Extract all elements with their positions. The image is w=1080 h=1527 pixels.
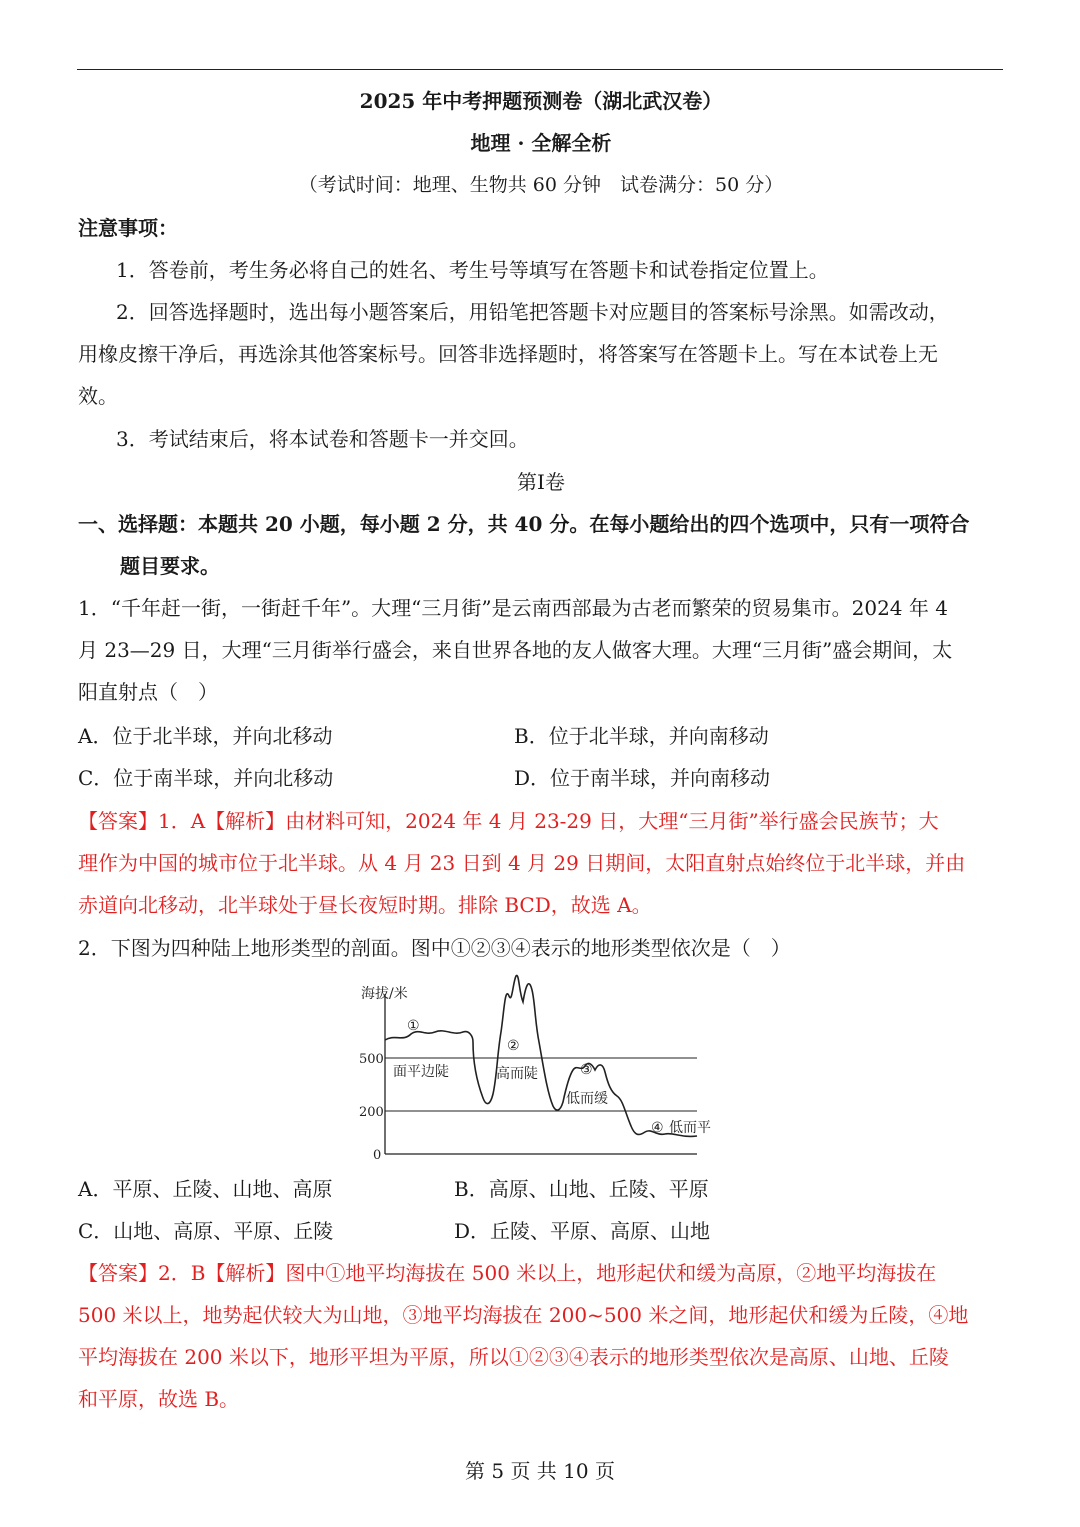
section-instructions-cont: 题目要求。 (120, 554, 220, 578)
question-1-end: 阳直射点（ ） (78, 680, 218, 704)
q2-answer-cont-2: 平均海拔在 200 米以下，地形平坦为平原，所以①②③④表示的地形类型依次是高原、山地、丘陵 (78, 1345, 949, 1369)
note-item-1: 1．答卷前，考生务必将自己的姓名、考生号等填写在答题卡和试卷指定位置上。 (116, 258, 829, 282)
q2-answer: 【答案】2．B【解析】图中①地平均海拔在 500 米以上，地形起伏和缓为高原，②地平均海拔在 (78, 1261, 937, 1285)
notes-heading: 注意事项： (78, 216, 178, 240)
q2-answer-cont-1: 500 米以上，地势起伏较大为山地，③地平均海拔在 200~500 米之间，地形起伏和缓为丘陵，④地 (78, 1303, 969, 1327)
y-axis-label: 海拔/米 (361, 986, 408, 1002)
q2-option-d: D．丘陵、平原、高原、山地 (454, 1219, 711, 1243)
volume-heading: 第I卷 (517, 470, 565, 494)
exam-info: （考试时间：地理、生物共 60 分钟 试卷满分：50 分） (298, 174, 784, 196)
q1-answer-end: 赤道向北移动，北半球处于昼长夜短时期。排除 BCD，故选 A。 (78, 893, 652, 917)
label-2: 高而陡 (496, 1066, 538, 1082)
tick-200: 200 (359, 1105, 384, 1120)
question-1: 1．“千年赶一街，一街赶千年”。大理“三月街”是云南西部最为古老而繁荣的贸易集市。2024 年 4 (78, 596, 948, 620)
q1-option-b: B．位于北半球，并向南移动 (514, 724, 769, 748)
q2-answer-end: 和平原，故选 B。 (78, 1387, 240, 1411)
marker-1: ① (407, 1018, 420, 1034)
tick-0: 0 (373, 1148, 382, 1163)
q1-answer-cont: 理作为中国的城市位于北半球。从 4 月 23 日到 4 月 29 日期间，太阳直射点始终位于北半球，并由 (78, 851, 966, 875)
q2-option-b: B．高原、山地、丘陵、平原 (454, 1177, 709, 1201)
page-footer: 第 5 页 共 10 页 (465, 1459, 615, 1483)
note-item-3: 3．考试结束后，将本试卷和答题卡一并交回。 (116, 427, 529, 451)
marker-4: ④ (651, 1120, 664, 1136)
marker-3: ③ (580, 1062, 593, 1078)
note-item-2-end: 效。 (78, 384, 118, 408)
question-2: 2．下图为四种陆上地形类型的剖面。图中①②③④表示的地形类型依次是（ ） (78, 936, 791, 960)
label-1: 面平边陡 (393, 1064, 449, 1080)
q1-option-a: A．位于北半球，并向北移动 (78, 724, 333, 748)
top-rule (77, 69, 1003, 70)
marker-2: ② (507, 1038, 520, 1054)
q2-option-c: C．山地、高原、平原、丘陵 (78, 1219, 334, 1243)
terrain-profile-figure (355, 972, 711, 1163)
question-1-cont: 月 23—29 日，大理“三月街举行盛会，来自世界各地的友人做客大理。大理“三月街”盛会期间，太 (78, 638, 953, 662)
note-item-2-cont: 用橡皮擦干净后，再选涂其他答案标号。回答非选择题时，将答案写在答题卡上。写在本试卷上无 (78, 342, 938, 366)
tick-500: 500 (359, 1052, 384, 1067)
terrain-profile-line (385, 975, 697, 1136)
q1-answer: 【答案】1．A【解析】由材料可知，2024 年 4 月 23-29 日，大理“三月街”举行盛会民族节；大 (78, 809, 939, 833)
note-item-2: 2．回答选择题时，选出每小题答案后，用铅笔把答题卡对应题目的答案标号涂黑。如需改动， (116, 300, 949, 324)
exam-subtitle: 地理 · 全解全析 (470, 131, 612, 155)
label-3: 低而缓 (566, 1091, 608, 1107)
section-instructions: 一、选择题：本题共 20 小题，每小题 2 分，共 40 分。在每小题给出的四个选项中，只有一项符合 (78, 512, 970, 536)
exam-title: 2025 年中考押题预测卷（湖北武汉卷） (359, 89, 723, 113)
q1-option-c: C．位于南半球，并向北移动 (78, 766, 334, 790)
q1-option-d: D．位于南半球，并向南移动 (514, 766, 771, 790)
label-4: 低而平 (669, 1120, 711, 1136)
q2-option-a: A．平原、丘陵、山地、高原 (78, 1177, 333, 1201)
